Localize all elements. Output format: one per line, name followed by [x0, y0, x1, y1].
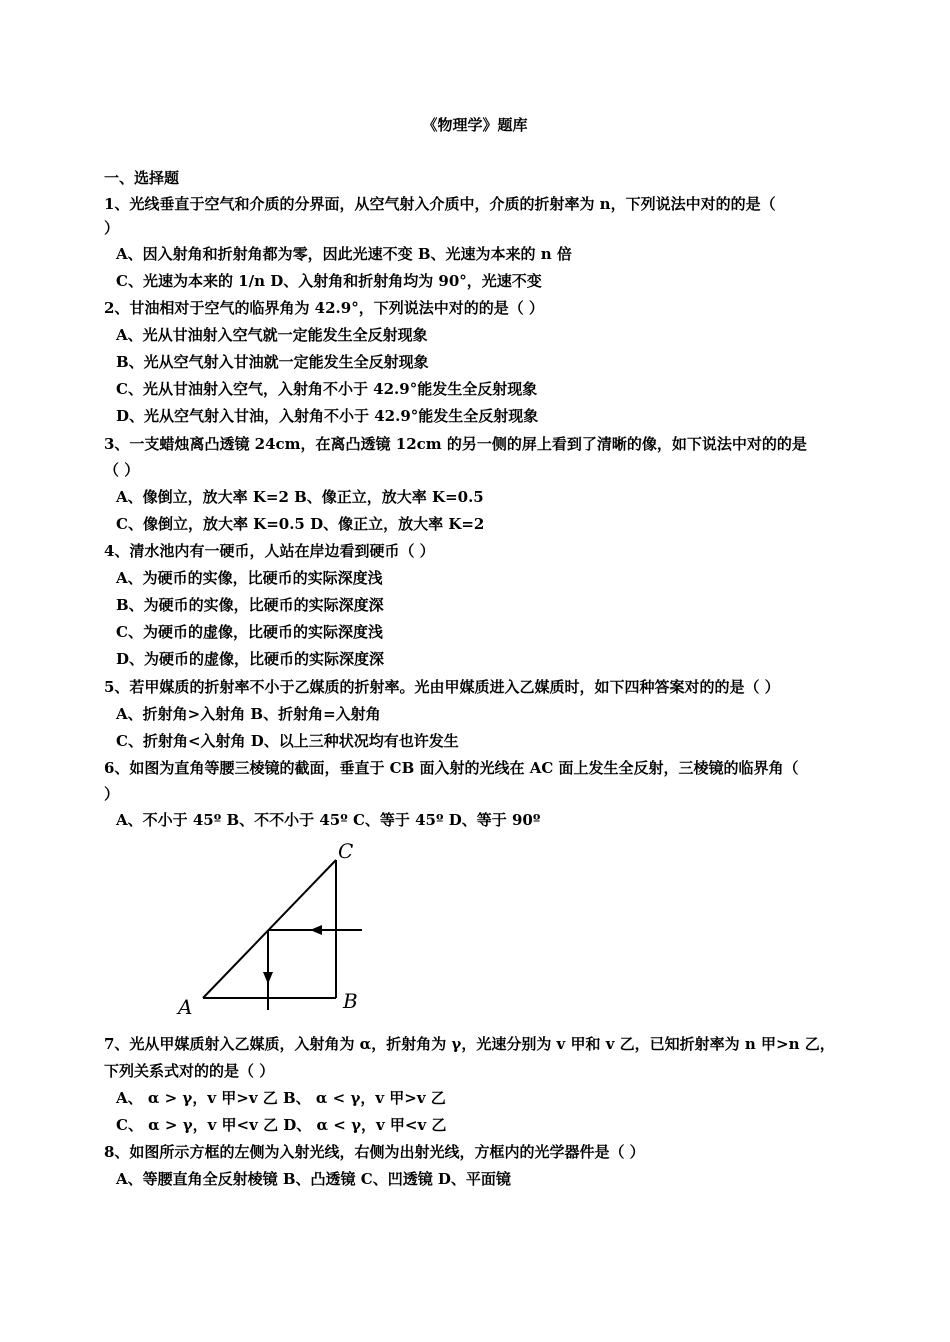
question-6-stem: 6、如图为直角等腰三棱镜的截面，垂直于 CB 面入射的光线在 AC 面上发生全反射，三棱镜的临界角（: [104, 759, 799, 777]
page-title: 《物理学》题库: [422, 116, 528, 134]
question-1-options-cd: C、光速为本来的 1/n D、入射角和折射角均为 90°，光速不变: [116, 272, 542, 290]
question-4-stem: 4、清水池内有一硬币，人站在岸边看到硬币（ ）: [104, 542, 435, 560]
question-7-options-ab: A、 α > γ，v 甲>v 乙 B、 α < γ，v 甲>v 乙: [116, 1089, 446, 1107]
question-2-option-c: C、光从甘油射入空气，入射角不小于 42.9°能发生全反射现象: [116, 380, 538, 398]
question-1-stem-end: ）: [104, 219, 120, 237]
vertex-label-b: B: [343, 989, 358, 1013]
incident-arrow-icon: [310, 925, 322, 935]
question-7-options-cd: C、 α > γ，v 甲<v 乙 D、 α < γ，v 甲<v 乙: [116, 1116, 447, 1134]
question-3-stem-end: （ ）: [104, 461, 140, 479]
vertex-label-c: C: [338, 839, 354, 863]
question-4-option-a: A、为硬币的实像，比硬币的实际深度浅: [116, 569, 383, 587]
question-7-stem-end: 下列关系式对的的是（ ）: [104, 1062, 275, 1080]
question-4-option-b: B、为硬币的实像，比硬币的实际深度深: [116, 596, 384, 614]
question-8-options: A、等腰直角全反射棱镜 B、凸透镜 C、凹透镜 D、平面镜: [116, 1170, 511, 1188]
prism-diagram: [170, 838, 380, 1018]
reflected-arrow-icon: [263, 972, 273, 984]
question-8-stem: 8、如图所示方框的左侧为入射光线，右侧为出射光线，方框内的光学器件是（ ）: [104, 1143, 645, 1161]
question-2-option-a: A、光从甘油射入空气就一定能发生全反射现象: [116, 326, 428, 344]
question-1-stem: 1、光线垂直于空气和介质的分界面，从空气射入介质中，介质的折射率为 n，下列说法中对的的是（: [104, 195, 776, 213]
question-6-options: A、不小于 45º B、不不小于 45º C、等于 45º D、等于 90º: [116, 811, 541, 829]
question-5-stem: 5、若甲媒质的折射率不小于乙媒质的折射率。光由甲媒质进入乙媒质时，如下四种答案对的的是（ ）: [104, 678, 780, 696]
question-2-option-b: B、光从空气射入甘油就一定能发生全反射现象: [116, 353, 429, 371]
question-7-stem: 7、光从甲媒质射入乙媒质，入射角为 α，折射角为 γ，光速分别为 v 甲和 v 乙，已知折射率为 n 甲>n 乙，: [104, 1035, 835, 1053]
question-2-stem: 2、甘油相对于空气的临界角为 42.9°，下列说法中对的的是（ ）: [104, 299, 544, 317]
question-5-options-ab: A、折射角>入射角 B、折射角=入射角: [116, 705, 381, 723]
question-6-stem-end: ）: [104, 785, 120, 803]
question-3-options-cd: C、像倒立，放大率 K=0.5 D、像正立，放大率 K=2: [116, 515, 485, 533]
section-heading: 一、选择题: [104, 169, 180, 187]
question-3-options-ab: A、像倒立，放大率 K=2 B、像正立，放大率 K=0.5: [116, 488, 484, 506]
question-2-option-d: D、光从空气射入甘油，入射角不小于 42.9°能发生全反射现象: [116, 407, 539, 425]
question-3-stem: 3、一支蜡烛离凸透镜 24cm，在离凸透镜 12cm 的另一侧的屏上看到了清晰的像，如下说法中对的的是: [104, 435, 807, 453]
question-4-option-c: C、为硬币的虚像，比硬币的实际深度浅: [116, 623, 383, 641]
question-4-option-d: D、为硬币的虚像，比硬币的实际深度深: [116, 650, 385, 668]
question-1-options-ab: A、因入射角和折射角都为零，因此光速不变 B、光速为本来的 n 倍: [116, 245, 572, 263]
vertex-label-a: A: [178, 995, 193, 1018]
question-5-options-cd: C、折射角<入射角 D、以上三种状况均有也许发生: [116, 732, 459, 750]
